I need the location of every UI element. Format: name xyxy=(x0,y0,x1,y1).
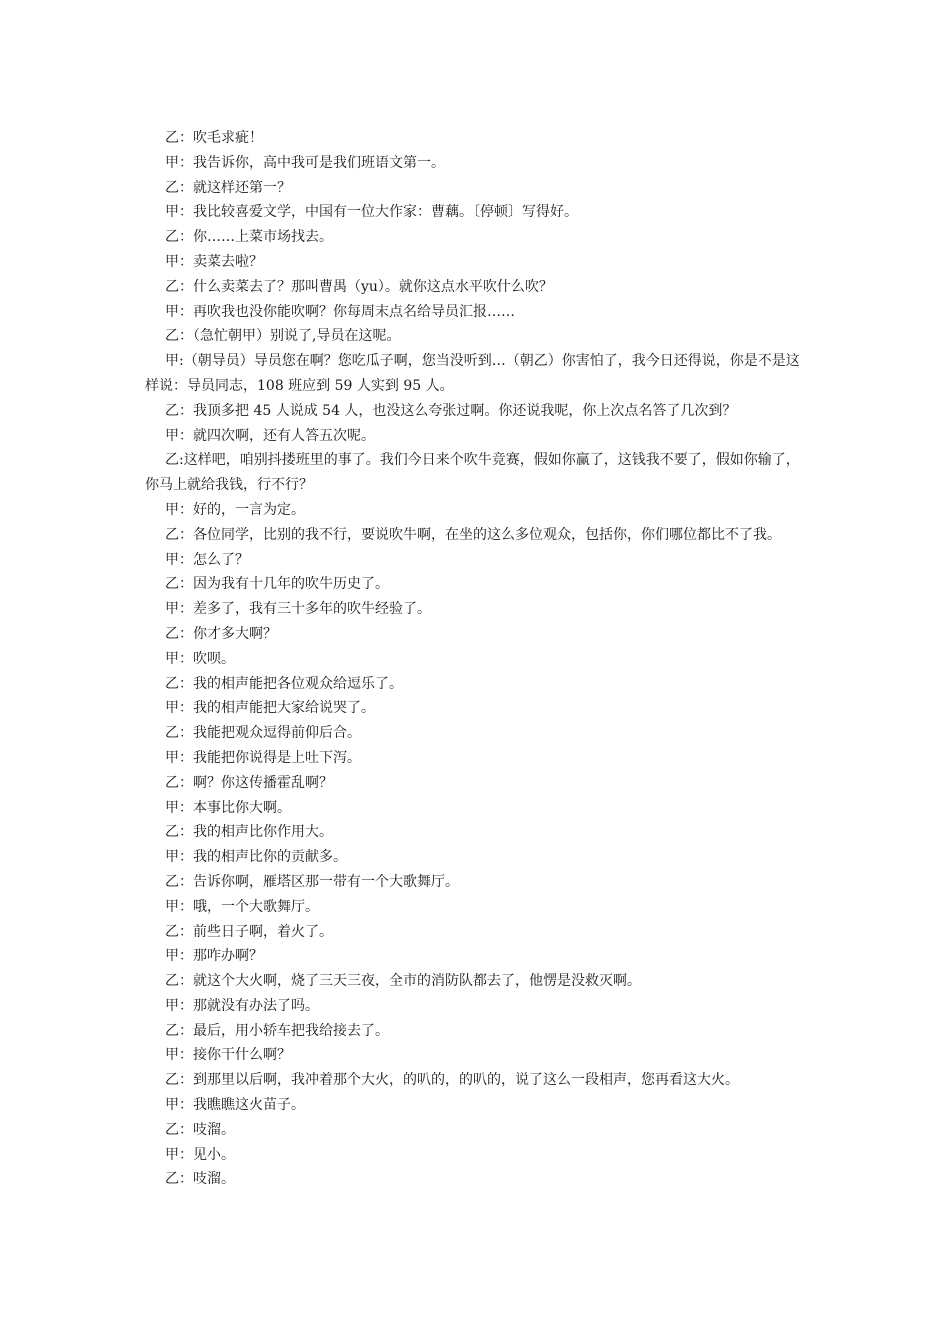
dialogue-line: 乙：各位同学，比别的我不行，要说吹牛啊，在坐的这么多位观众，包括你，你们哪位都比不了我。 xyxy=(165,526,781,543)
dialogue-line: 甲：接你干什么啊？ xyxy=(165,1047,291,1064)
dialogue-line: 甲：怎么了？ xyxy=(165,551,249,568)
dialogue-line: 甲：我告诉你，高中我可是我们班语文第一。 xyxy=(165,154,445,171)
dialogue-line: 甲:（朝导员）导员您在啊？您吃瓜子啊，您当没听到…（朝乙）你害怕了，我今日还得说，你是不是这样说：导员同志，108 班应到 59 人实到 95 人。 xyxy=(145,353,800,394)
dialogue-line: 甲：本事比你大啊。 xyxy=(165,799,291,816)
dialogue-line: 乙：前些日子啊，着火了。 xyxy=(165,923,333,940)
dialogue-line: 甲：我能把你说得是上吐下泻。 xyxy=(165,749,361,766)
dialogue-line: 乙：就这样还第一？ xyxy=(165,179,291,196)
dialogue-line: 乙：吱溜。 xyxy=(165,1171,235,1188)
dialogue-line: 乙：最后，用小轿车把我给接去了。 xyxy=(165,1022,389,1039)
dialogue-line: 乙：到那里以后啊，我冲着那个大火，的叭的，的叭的，说了这么一段相声，您再看这大火。 xyxy=(165,1072,739,1089)
dialogue-line: 乙：就这个大火啊，烧了三天三夜，全市的消防队都去了，他愣是没救灭啊。 xyxy=(165,973,641,990)
dialogue-line: 甲：我的相声能把大家给说哭了。 xyxy=(165,700,375,717)
dialogue-line: 乙：（急忙朝甲）别说了,导员在这呢。 xyxy=(165,328,401,345)
dialogue-line: 乙：什么卖菜去了？那叫曹禺（yu）。就你这点水平吹什么吹？ xyxy=(165,278,553,295)
dialogue-line: 甲：好的，一言为定。 xyxy=(165,501,305,518)
dialogue-line: 乙：你才多大啊？ xyxy=(165,625,277,642)
dialogue-line: 甲：差多了，我有三十多年的吹牛经验了。 xyxy=(165,601,431,618)
dialogue-line: 乙：吱溜。 xyxy=(165,1121,235,1138)
dialogue-line: 乙：告诉你啊，雁塔区那一带有一个大歌舞厅。 xyxy=(165,873,459,890)
dialogue-line: 乙：啊？你这传播霍乱啊？ xyxy=(165,774,333,791)
dialogue-line: 甲：我瞧瞧这火苗子。 xyxy=(165,1097,305,1114)
dialogue-line: 甲：就四次啊，还有人答五次呢。 xyxy=(165,427,375,444)
dialogue-line: 乙：我的相声能把各位观众给逗乐了。 xyxy=(165,675,403,692)
dialogue-line: 乙：我顶多把 45 人说成 54 人，也没这么夸张过啊。你还说我呢，你上次点名答了几次到？ xyxy=(165,402,737,419)
dialogue-line: 甲：那咋办啊？ xyxy=(165,948,263,965)
dialogue-line: 乙：你……上菜市场找去。 xyxy=(165,229,333,246)
dialogue-line: 乙：我能把观众逗得前仰后合。 xyxy=(165,725,361,742)
dialogue-line: 甲：那就没有办法了吗。 xyxy=(165,997,319,1014)
dialogue-line: 甲：见小。 xyxy=(165,1146,235,1163)
dialogue-line: 甲：再吹我也没你能吹啊？你每周末点名给导员汇报…… xyxy=(165,303,515,320)
dialogue-line: 乙：吹毛求疵！ xyxy=(165,130,263,146)
dialogue-line: 乙:这样吧，咱别抖搂班里的事了。我们今日来个吹牛竞赛，假如你赢了，这钱我不要了，假如你输了，你马上就给我钱，行不行？ xyxy=(145,452,800,494)
dialogue-line: 甲：吹呗。 xyxy=(165,650,235,667)
dialogue-line: 乙：我的相声比你作用大。 xyxy=(165,824,333,841)
dialogue-line: 甲：卖菜去啦？ xyxy=(165,253,263,270)
dialogue-line: 甲：哦，一个大歌舞厅。 xyxy=(165,898,319,915)
dialogue-line: 甲：我的相声比你的贡献多。 xyxy=(165,849,347,866)
dialogue-text xyxy=(145,126,810,1192)
dialogue-line: 乙：因为我有十几年的吹牛历史了。 xyxy=(165,576,389,593)
dialogue-line: 甲：我比较喜爱文学，中国有一位大作家：曹藕。〔停顿〕写得好。 xyxy=(165,204,578,221)
